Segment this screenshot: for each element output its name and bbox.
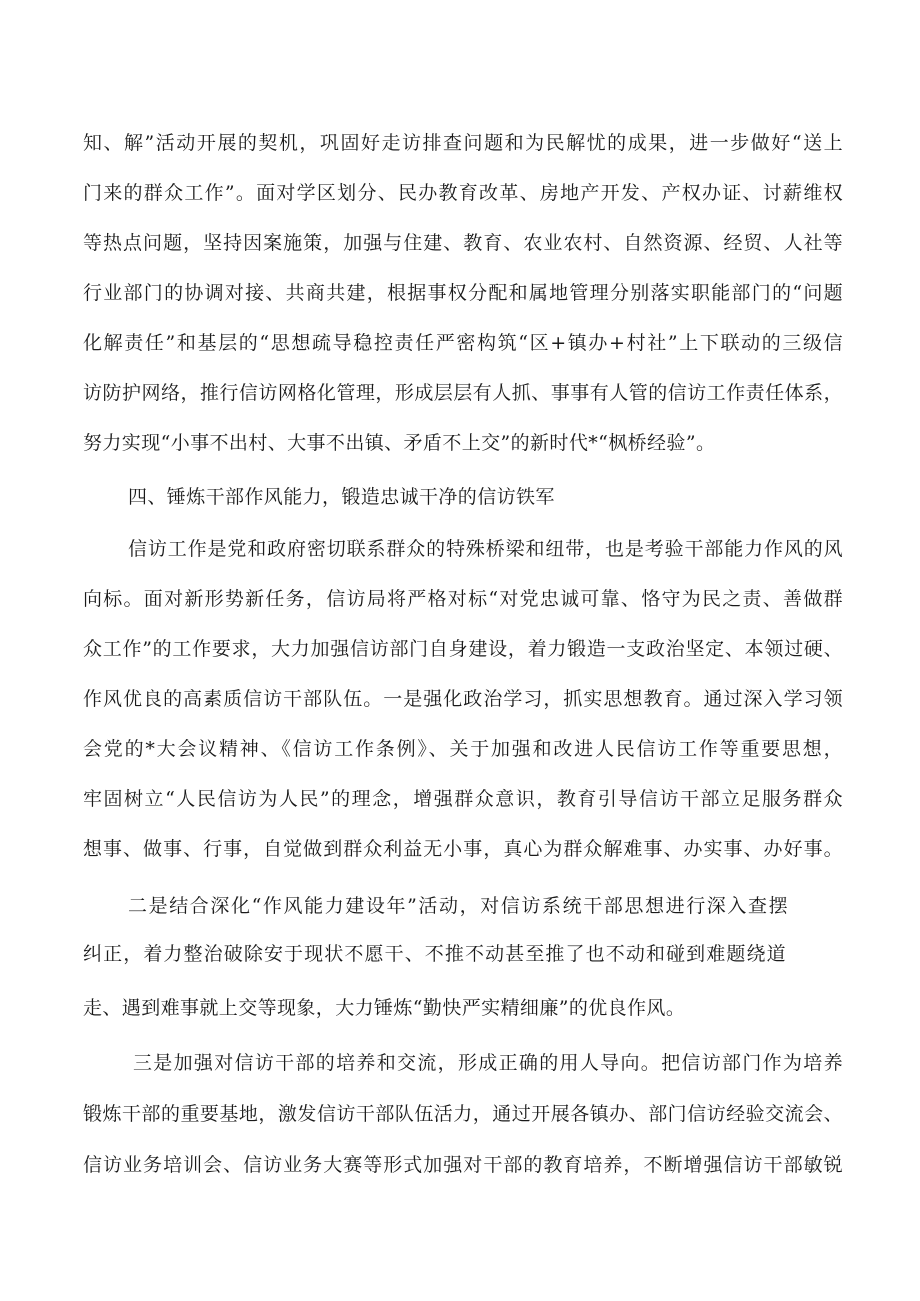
paragraph-line: 等热点问题，坚持因案施策，加强与住建、教育、农业农村、自然资源、经贸、人社等 (83, 232, 843, 254)
paragraph-line: 牢固树立“人民信访为人民”的理念，增强群众意识，教育引导信访干部立足服务群众 (83, 788, 843, 810)
paragraph-line: 向标。面对新形势新任务，信访局将严格对标“对党忠诚可靠、恪守为民之责、善做群 (83, 588, 843, 610)
paragraph-line: 会党的*大会议精神、《信访工作条例》、关于加强和改进人民信访工作等重要思想， (83, 738, 843, 760)
paragraph-line: 锻炼干部的重要基地，激发信访干部队伍活力，通过开展各镇办、部门信访经验交流会、 (83, 1103, 843, 1125)
paragraph-line: 知、解”活动开展的契机，巩固好走访排查问题和为民解忧的成果，进一步做好“送上 (83, 132, 843, 154)
paragraph-line: 化解责任”和基层的“思想疏导稳控责任严密构筑“区+镇办+村社”上下联动的三级信 (83, 332, 843, 354)
paragraph-line: 信访业务培训会、信访业务大赛等形式加强对干部的教育培养，不断增强信访干部敏锐 (83, 1154, 843, 1176)
paragraph-line: 作风优良的高素质信访干部队伍。一是强化政治学习，抓实思想教育。通过深入学习领 (83, 688, 843, 710)
paragraph-line: 门来的群众工作”。面对学区划分、民办教育改革、房地产开发、产权办证、讨薪维权 (83, 182, 843, 204)
paragraph-line: 二是结合深化“作风能力建设年”活动，对信访系统干部思想进行深入查摆 (128, 895, 788, 917)
paragraph-line: 想事、做事、行事，自觉做到群众利益无小事，真心为群众解难事、办实事、办好事。 (83, 838, 843, 860)
section-heading: 四、锤炼干部作风能力，锻造忠诚干净的信访铁军 (128, 486, 555, 508)
paragraph-line: 访防护网络，推行信访网格化管理，形成层层有人抓、事事有人管的信访工作责任体系， (83, 382, 843, 404)
paragraph-line: 纠正，着力整治破除安于现状不愿干、不推不动甚至推了也不动和碰到难题绕道 (83, 943, 786, 965)
paragraph-line: 走、遇到难事就上交等现象，大力锤炼“勤快严实精细廉”的优良作风。 (83, 997, 686, 1019)
paragraph-line: 三是加强对信访干部的培养和交流，形成正确的用人导向。把信访部门作为培养 (133, 1052, 843, 1074)
paragraph-line: 众工作”的工作要求，大力加强信访部门自身建设，着力锻造一支政治坚定、本领过硬、 (83, 638, 843, 660)
paragraph-line: 信访工作是党和政府密切联系群众的特殊桥梁和纽带，也是考验干部能力作风的风 (128, 538, 843, 560)
paragraph-line: 行业部门的协调对接、共商共建，根据事权分配和属地管理分别落实职能部门的“问题 (83, 282, 843, 304)
paragraph-line: 努力实现“小事不出村、大事不出镇、矛盾不上交”的新时代*“枫桥经验”。 (83, 432, 716, 454)
